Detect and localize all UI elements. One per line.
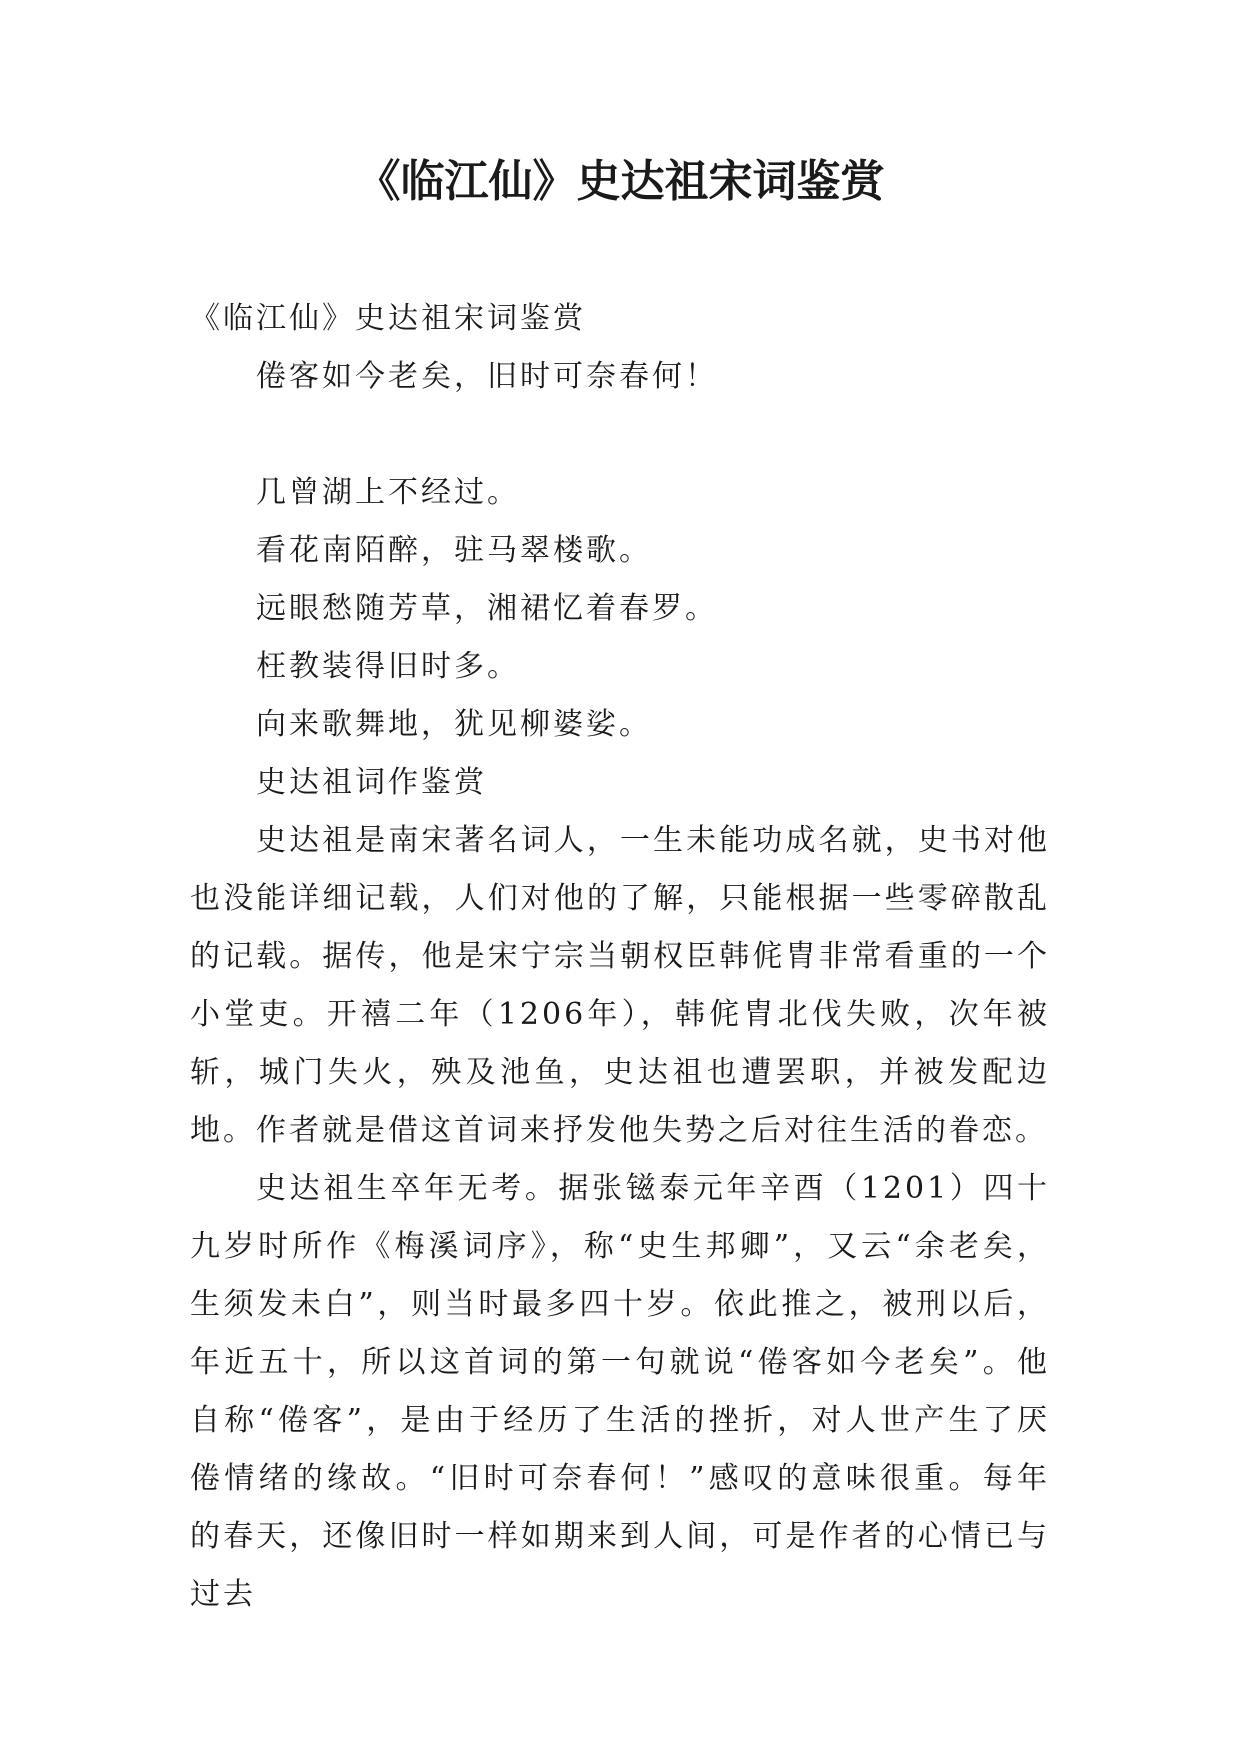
poem-line: 枉教装得旧时多。 — [256, 649, 520, 684]
document-title: 《临江仙》史达祖宋词鉴赏 — [356, 156, 885, 207]
poem-line: 远眼愁随芳草，湘裙忆着春罗。 — [256, 591, 718, 626]
blank-line — [190, 406, 1050, 464]
poem-line: 向来歌舞地，犹见柳婆娑。 — [256, 707, 652, 742]
document-body — [190, 290, 1050, 1624]
body-paragraph: 史达祖生卒年无考。据张镃泰元年辛酉（1201）四十九岁时所作《梅溪词序》，称“史生邦卿”，又云“余老矣，生须发未白”，则当时最多四十岁。依此推之，被刑以后，年近五十，所以这首词的第一句就说“倦客如今老矣”。他自称“倦客”，是由于经历了生活的挫折，对人世产生了厌倦情绪的缘故。“旧时可奈春何！”感叹的意味很重。每年的春天，还像旧时一样如期来到人间，可是作者的心情已与过去 — [190, 1171, 1050, 1612]
poem-line: 看花南陌醉，驻马翠楼歌。 — [256, 533, 652, 568]
subtitle-line: 《临江仙》史达祖宋词鉴赏 — [190, 301, 586, 336]
poem-line: 倦客如今老矣，旧时可奈春何！ — [256, 359, 718, 394]
section-heading: 史达祖词作鉴赏 — [256, 765, 487, 800]
body-paragraph: 史达祖是南宋著名词人，一生未能功成名就，史书对他也没能详细记载，人们对他的了解，只能根据一些零碎散乱的记载。据传，他是宋宁宗当朝权臣韩侂胄非常看重的一个小堂吏。开禧二年（1206年），韩侂胄北伐失败，次年被斩，城门失火，殃及池鱼，史达祖也遭罢职，并被发配边地。作者就是借这首词来抒发他失势之后对往生活的眷恋。 — [190, 823, 1050, 1148]
poem-line: 几曾湖上不经过。 — [256, 475, 520, 510]
